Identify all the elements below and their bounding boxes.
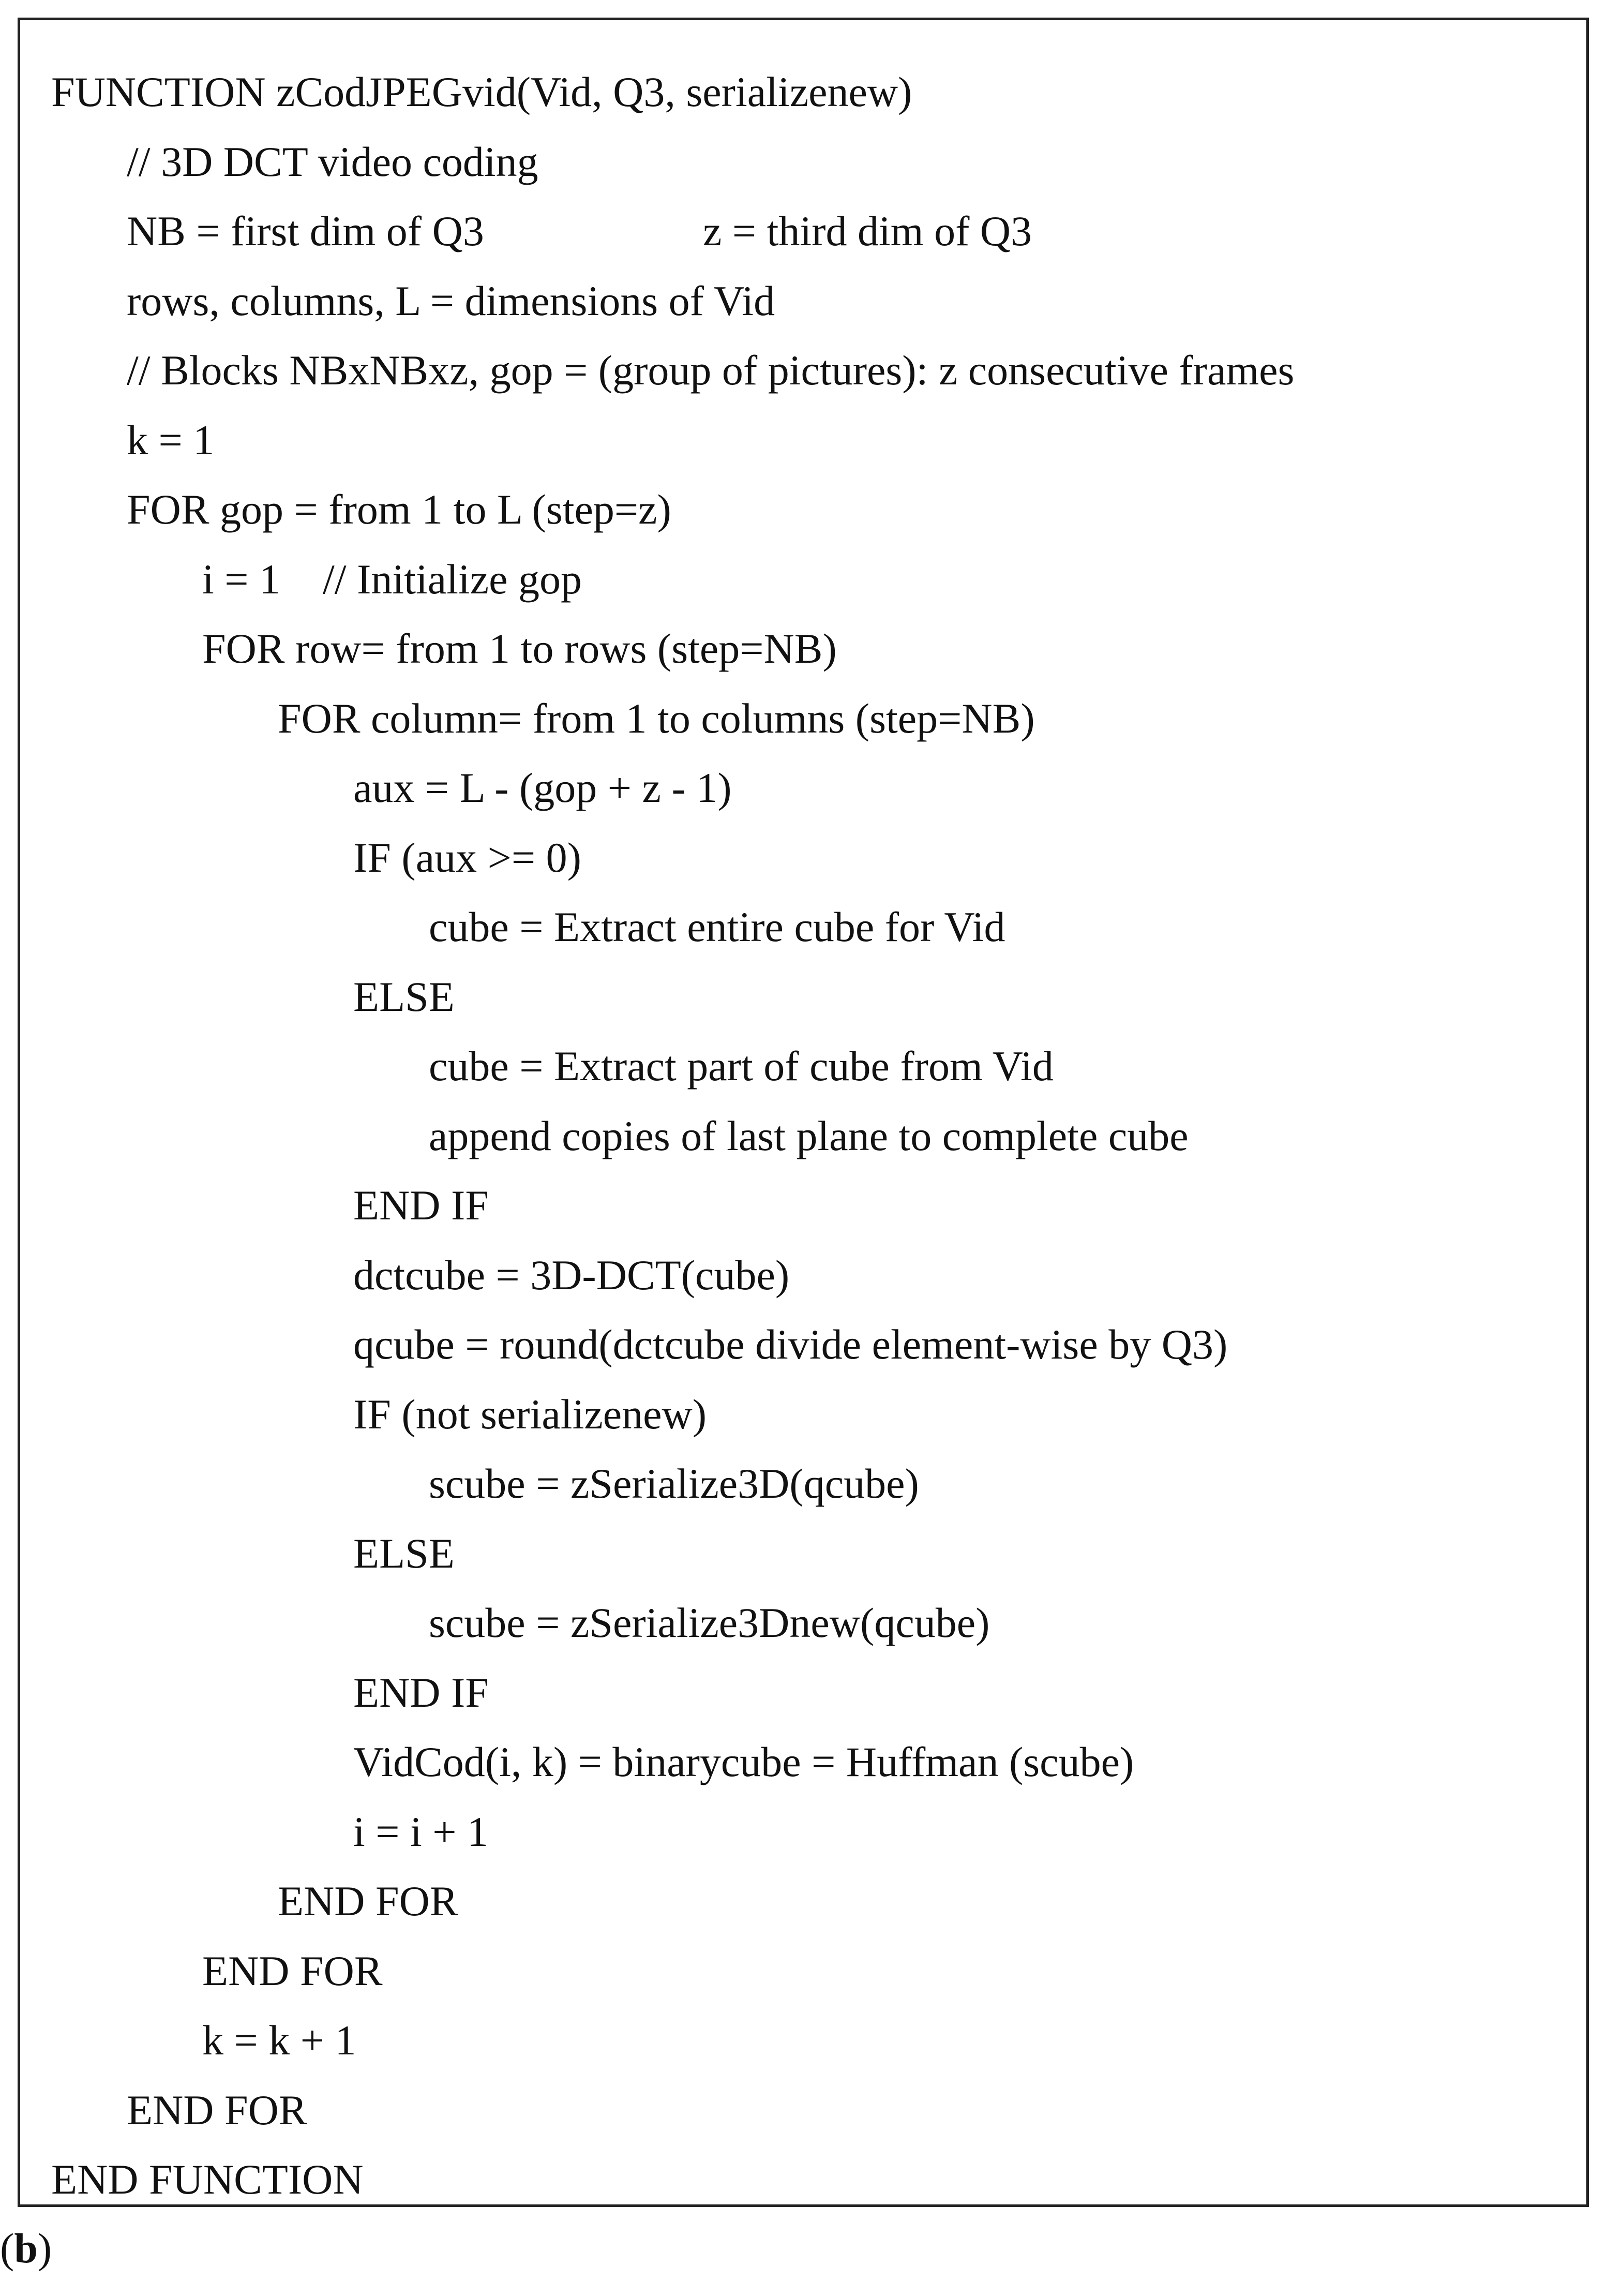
code-line: cube = Extract entire cube for Vid: [429, 903, 1005, 950]
code-line: IF (not serializenew): [353, 1390, 707, 1438]
code-line: scube = zSerialize3D(qcube): [429, 1460, 919, 1507]
code-line: i = i + 1: [353, 1808, 489, 1855]
caption-label: b: [14, 2225, 38, 2272]
figure-caption: [0, 2227, 52, 2270]
code-line: scube = zSerialize3Dnew(qcube): [429, 1599, 990, 1646]
caption-open-paren: (: [0, 2225, 14, 2272]
code-line: END IF: [353, 1668, 489, 1716]
code-line: IF (aux >= 0): [353, 833, 581, 881]
code-line: append copies of last plane to complete cube: [429, 1112, 1189, 1159]
code-line: FUNCTION zCodJPEGvid(Vid, Q3, serializenew): [51, 68, 912, 115]
code-line: rows, columns, L = dimensions of Vid: [127, 277, 775, 324]
code-line: FOR gop = from 1 to L (step=z): [127, 486, 671, 533]
code-line: FOR row= from 1 to rows (step=NB): [202, 625, 837, 672]
code-line: END IF: [353, 1182, 489, 1229]
code-line: ELSE: [353, 1529, 455, 1577]
code-line: VidCod(i, k) = binarycube = Huffman (scube): [353, 1738, 1134, 1785]
code-line: // Blocks NBxNBxz, gop = (group of pictures): z consecutive frames: [127, 347, 1295, 394]
code-line: i = 1 // Initialize gop: [202, 555, 582, 603]
code-line: dctcube = 3D-DCT(cube): [353, 1251, 790, 1299]
code-line: k = 1: [127, 416, 215, 464]
pseudocode-box: [18, 18, 1589, 2207]
code-line: END FOR: [202, 1947, 383, 1994]
code-line: END FOR: [127, 2086, 307, 2134]
code-line: END FUNCTION: [51, 2156, 364, 2203]
caption-close-paren: ): [37, 2225, 52, 2272]
code-line: aux = L - (gop + z - 1): [353, 764, 732, 811]
code-line-right-column: z = third dim of Q3: [703, 207, 1032, 255]
code-line: NB = first dim of Q3: [127, 207, 484, 255]
code-line: cube = Extract part of cube from Vid: [429, 1042, 1054, 1090]
code-line: ELSE: [353, 973, 455, 1020]
code-line: FOR column= from 1 to columns (step=NB): [278, 694, 1035, 742]
code-line: // 3D DCT video coding: [127, 138, 538, 185]
code-line: qcube = round(dctcube divide element-wise by Q3): [353, 1321, 1228, 1368]
code-line: k = k + 1: [202, 2017, 356, 2064]
code-line: END FOR: [278, 1877, 458, 1925]
